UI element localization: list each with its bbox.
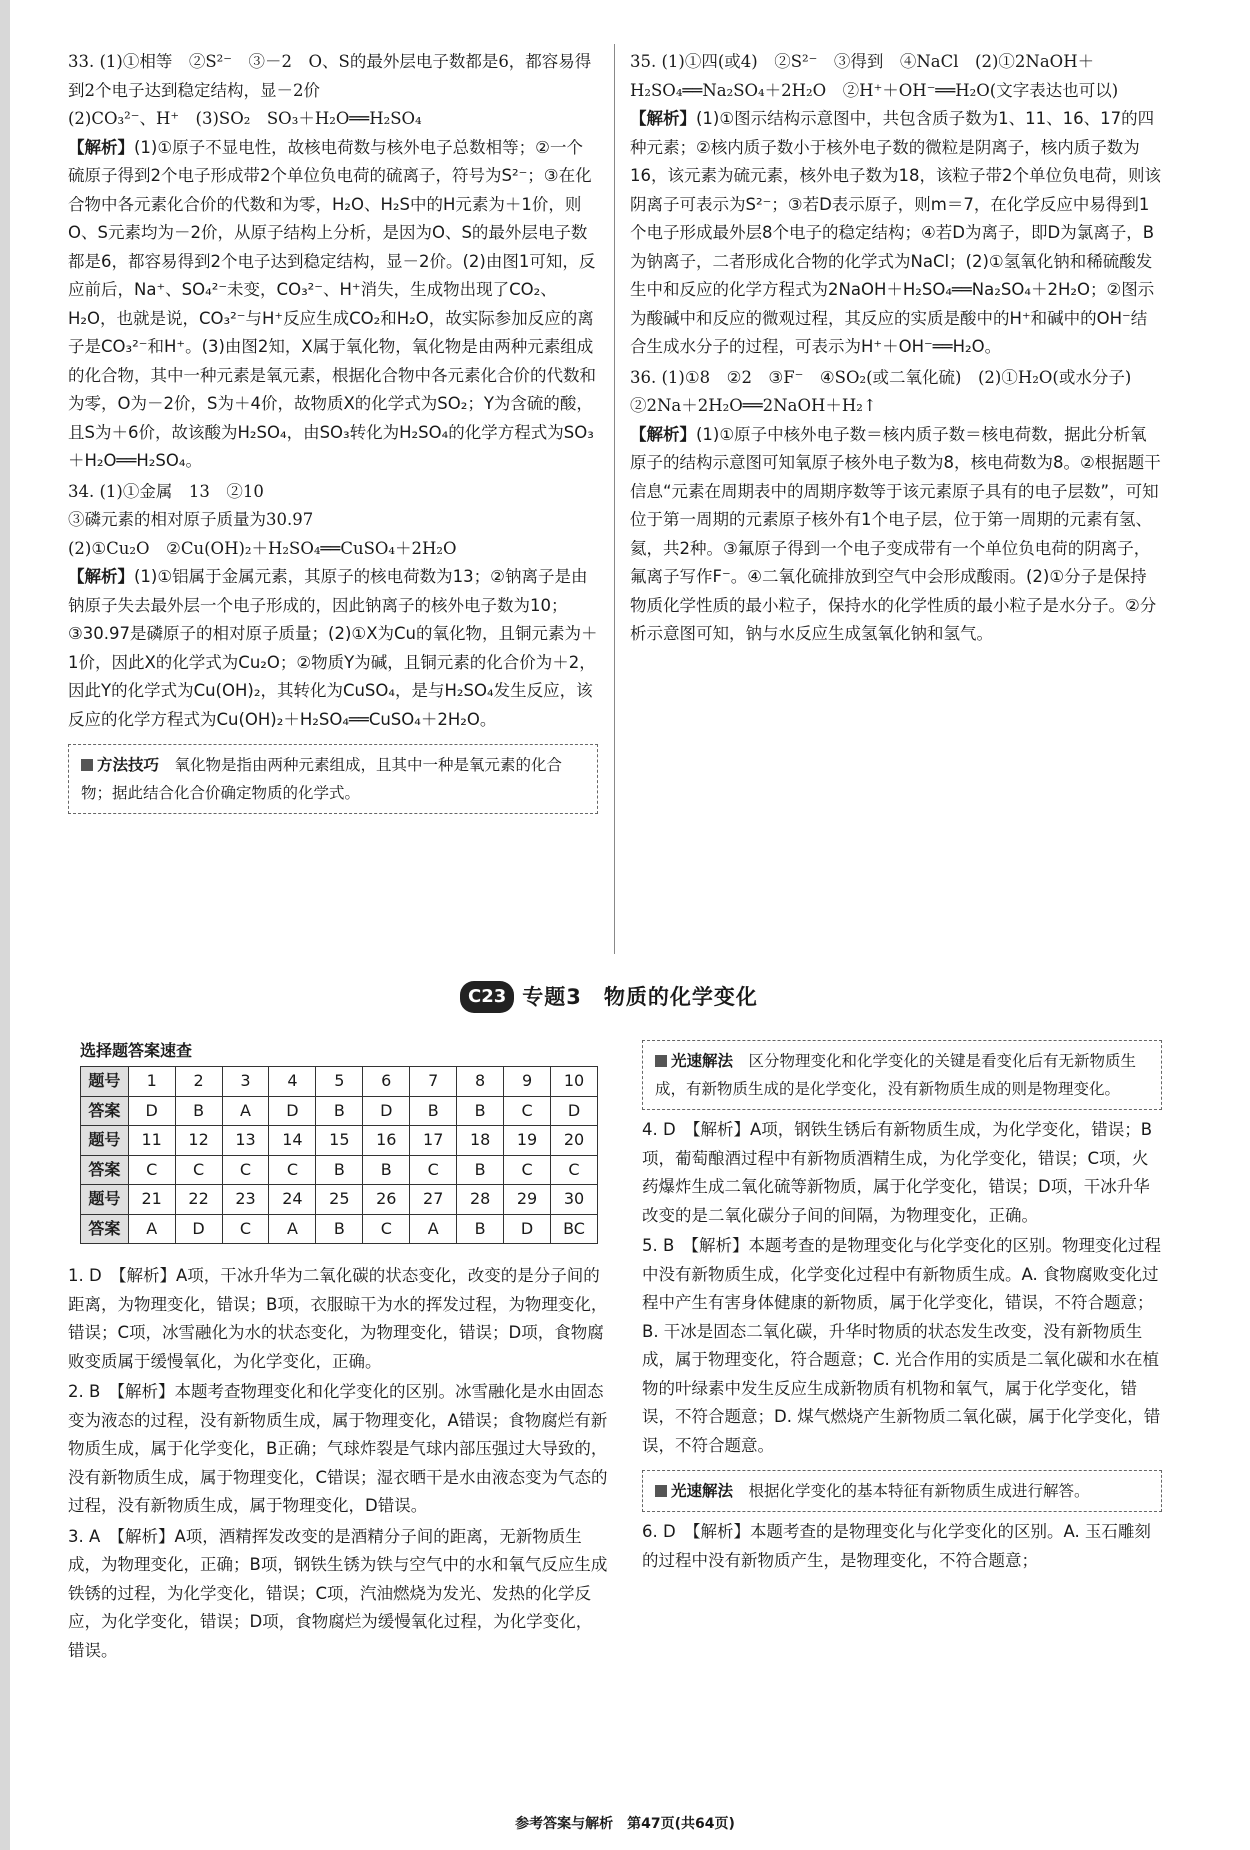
answer-table-cell: B bbox=[316, 1214, 363, 1244]
answer-table-cell: C bbox=[175, 1155, 222, 1185]
answer-table-cell: 22 bbox=[175, 1185, 222, 1215]
question-35 bbox=[630, 48, 1162, 362]
q34-explanation-label: 【解析】 bbox=[68, 567, 134, 586]
answer-table-cell: B bbox=[316, 1096, 363, 1126]
page-footer: 参考答案与解析 第47页(共64页) bbox=[515, 1816, 735, 1832]
answer-table-cell: 14 bbox=[269, 1126, 316, 1156]
question-36 bbox=[630, 364, 1162, 649]
answer-table-cell: BC bbox=[551, 1214, 598, 1244]
answer-table-cell: 17 bbox=[410, 1126, 457, 1156]
column-divider bbox=[614, 44, 615, 954]
q36-explanation: (1)①原子中核外电子数＝核内质子数＝核电荷数，据此分析氧原子的结构示意图可知氧原子核外电子数为8，核电荷数为8。②根据题干信息“元素在周期表中的周期序数等于该元素原子具有的电子层数”，可知位于第一周期的元素原子核外有1个电子层，位于第一周期的元素有氢、氦，共2种。③氟原子得到一个电子变成带有一个单位负电荷的阴离子，氟离子写作F⁻。④二氧化硫排放到空气中会形成酸雨。(2)①分子是保持物质化学性质的最小粒子，保持水的化学性质的最小粒子是水分子。②分析示意图可知，钠与水反应生成氢氧化钠和氢气。 bbox=[630, 424, 1161, 643]
answer-table-row-label: 答案 bbox=[81, 1214, 129, 1244]
answer-table-row bbox=[81, 1214, 598, 1244]
q34-answer-2: ③磷元素的相对原子质量为30.97 bbox=[68, 510, 314, 529]
answer-table-cell: 27 bbox=[410, 1185, 457, 1215]
question-4: 4. D 【解析】A项，钢铁生锈后有新物质生成，为化学变化，错误；B项，葡萄酿酒过程中有新物质酒精生成，为化学变化，错误；C项，火药爆炸生成二氧化硫等新物质，属于化学变化，错误；D项，干冰升华改变的是二氧化碳分子间的间隔，为物理变化，正确。 bbox=[642, 1120, 1153, 1225]
answer-table-row-label: 题号 bbox=[81, 1067, 129, 1097]
answer-table-cell: 9 bbox=[504, 1067, 551, 1097]
quick-tip-1-text: 区分物理变化和化学变化的关键是看变化后有无新物质生成，有新物质生成的是化学变化，没有新物质生成的则是物理变化。 bbox=[655, 1052, 1137, 1098]
quick-tip-2-label: 光速解法 bbox=[671, 1482, 734, 1500]
answer-table-cell: 24 bbox=[269, 1185, 316, 1215]
answer-table-cell: A bbox=[410, 1214, 457, 1244]
method-tip-box bbox=[68, 744, 598, 814]
answer-table-cell: B bbox=[363, 1155, 410, 1185]
answer-table-row bbox=[81, 1096, 598, 1126]
q36-answer: 36. (1)①8 ②2 ③F⁻ ④SO₂(或二氧化硫) (2)①H₂O(或水分子) ②2Na＋2H₂O══2NaOH＋H₂↑ bbox=[630, 367, 1148, 415]
answer-table-cell: 26 bbox=[363, 1185, 410, 1215]
answer-table-cell: D bbox=[363, 1096, 410, 1126]
answer-table-row bbox=[81, 1155, 598, 1185]
answer-table-row-label: 答案 bbox=[81, 1155, 129, 1185]
answer-table-caption: 选择题答案速查 bbox=[80, 1041, 193, 1060]
answer-table-cell: C bbox=[410, 1155, 457, 1185]
left-column bbox=[68, 48, 598, 820]
section-header bbox=[460, 980, 758, 1014]
q33-explanation-label: 【解析】 bbox=[68, 137, 134, 157]
answer-table-cell: 3 bbox=[222, 1067, 269, 1097]
answer-table-row-label: 题号 bbox=[81, 1126, 129, 1156]
question-1: 1. D 【解析】A项，干冰升华为二氧化碳的状态变化，改变的是分子间的距离，为物理变化，错误；B项，衣服晾干为水的挥发过程，为物理变化，错误；C项，冰雪融化为水的状态变化，为物理变化，错误；D项，食物腐败变质属于缓慢氧化，为化学变化，正确。 bbox=[68, 1266, 608, 1371]
answer-table-cell: 1 bbox=[128, 1067, 175, 1097]
answer-table-cell: B bbox=[175, 1096, 222, 1126]
answer-table-cell: D bbox=[175, 1214, 222, 1244]
answer-table-cell: 10 bbox=[551, 1067, 598, 1097]
answer-table-cell: C bbox=[269, 1155, 316, 1185]
question-34 bbox=[68, 478, 598, 815]
answer-table-row-label: 题号 bbox=[81, 1185, 129, 1215]
quick-tip-1-label: 光速解法 bbox=[671, 1052, 734, 1070]
answer-table-cell: 23 bbox=[222, 1185, 269, 1215]
answer-table-cell: 19 bbox=[504, 1126, 551, 1156]
answer-table-cell: D bbox=[269, 1096, 316, 1126]
answer-table-cell: 18 bbox=[457, 1126, 504, 1156]
q34-answer-1: 34. (1)①金属 13 ②10 bbox=[68, 481, 264, 501]
answer-table-cell: 20 bbox=[551, 1126, 598, 1156]
answer-table-cell: A bbox=[269, 1214, 316, 1244]
answer-table-row-label: 答案 bbox=[81, 1096, 129, 1126]
answer-table-cell: C bbox=[363, 1214, 410, 1244]
answer-table-cell: 2 bbox=[175, 1067, 222, 1097]
answer-table-cell: 5 bbox=[316, 1067, 363, 1097]
answer-table bbox=[80, 1066, 598, 1244]
answer-table-cell: D bbox=[551, 1096, 598, 1126]
section-badge: C23 bbox=[460, 981, 514, 1014]
answer-table-cell: 11 bbox=[128, 1126, 175, 1156]
answer-table-cell: C bbox=[128, 1155, 175, 1185]
answer-table-cell: C bbox=[551, 1155, 598, 1185]
method-tip-text: 氧化物是指由两种元素组成，且其中一种是氧元素的化合物；据此结合化合价确定物质的化学式。 bbox=[81, 756, 563, 802]
answer-table-cell: B bbox=[457, 1155, 504, 1185]
answer-table-cell: 7 bbox=[410, 1067, 457, 1097]
answer-table-cell: D bbox=[128, 1096, 175, 1126]
answer-table-cell: C bbox=[222, 1214, 269, 1244]
question-5: 5. B 【解析】本题考查的是物理变化与化学变化的区别。物理变化过程中没有新物质生成，化学变化过程中有新物质生成。A. 食物腐败变化过程中产生有害身体健康的新物质，属于化学变化，错误，不符合题意；B. 干冰是固态二氧化碳，升华时物质的状态发生改变，没有新物质生成，属于物理变化，符合题意；C. 光合作用的实质是二氧化碳和水在植物的叶绿素中发生反应生成新物质有机物和氧气，属于化学变化，错误，不符合题意；D. 煤气燃烧产生新物质二氧化碳，属于化学变化，错误，不符合题意。 bbox=[642, 1236, 1162, 1455]
section-title: 专题3 物质的化学变化 bbox=[522, 984, 758, 1009]
answer-table-cell: 13 bbox=[222, 1126, 269, 1156]
right-column bbox=[630, 48, 1162, 651]
question-33 bbox=[68, 48, 598, 476]
q34-answer-3: (2)①Cu₂O ②Cu(OH)₂＋H₂SO₄══CuSO₄＋2H₂O bbox=[68, 538, 457, 558]
answer-table-row bbox=[81, 1185, 598, 1215]
q33-answer-2: (2)CO₃²⁻、H⁺ (3)SO₂ SO₃＋H₂O══H₂SO₄ bbox=[68, 109, 422, 128]
answer-table-cell: C bbox=[504, 1096, 551, 1126]
question-3: 3. A 【解析】A项，酒精挥发改变的是酒精分子间的距离，无新物质生成，为物理变化，正确；B项，钢铁生锈为铁与空气中的水和氧气反应生成铁锈的过程，为化学变化，错误；C项，汽油燃烧为发光、发热的化学反应，为化学变化，错误；D项，食物腐烂为缓慢氧化过程，为化学变化，错误。 bbox=[68, 1526, 608, 1660]
q35-explanation-label: 【解析】 bbox=[630, 109, 696, 128]
square-bullet-icon bbox=[81, 759, 93, 771]
answer-table-cell: A bbox=[222, 1096, 269, 1126]
method-tip-label: 方法技巧 bbox=[97, 756, 160, 774]
square-bullet-icon bbox=[655, 1055, 667, 1067]
quick-tip-box-1 bbox=[642, 1040, 1162, 1110]
bottom-right-column bbox=[642, 1040, 1162, 1577]
answer-table-row bbox=[81, 1067, 598, 1097]
quick-tip-2-text: 根据化学变化的基本特征有新物质生成进行解答。 bbox=[748, 1482, 1090, 1500]
page-edge-shadow bbox=[0, 0, 10, 1850]
answer-table-cell: 8 bbox=[457, 1067, 504, 1097]
answer-table-cell: 12 bbox=[175, 1126, 222, 1156]
q36-explanation-label: 【解析】 bbox=[630, 424, 696, 444]
answer-table-cell: A bbox=[128, 1214, 175, 1244]
answer-table-cell: B bbox=[316, 1155, 363, 1185]
square-bullet-icon bbox=[655, 1485, 667, 1497]
answer-table-cell: 15 bbox=[316, 1126, 363, 1156]
answer-table-cell: D bbox=[504, 1214, 551, 1244]
answer-table-cell: C bbox=[222, 1155, 269, 1185]
question-2: 2. B 【解析】本题考查物理变化和化学变化的区别。冰雪融化是水由固态变为液态的过程，没有新物质生成，属于物理变化，A错误；食物腐烂有新物质生成，属于化学变化，B正确；气球炸裂是气球内部压强过大导致的，没有新物质生成，属于物理变化，C错误；湿衣晒干是水由液态变为气态的过程，没有新物质生成，属于物理变化，D错误。 bbox=[68, 1382, 608, 1515]
answer-table-cell: 28 bbox=[457, 1185, 504, 1215]
answer-table-cell: 6 bbox=[363, 1067, 410, 1097]
answer-table-cell: 21 bbox=[128, 1185, 175, 1215]
q33-answer-1: 33. (1)①相等 ②S²⁻ ③－2 O、S的最外层电子数都是6，都容易得到2个电子达到稳定结构，显－2价 bbox=[68, 52, 592, 100]
answer-table-cell: C bbox=[504, 1155, 551, 1185]
answer-table-cell: 29 bbox=[504, 1185, 551, 1215]
q35-explanation: (1)①图示结构示意图中，共包含质子数为1、11、16、17的四种元素；②核内质子数小于核外电子数的微粒是阴离子，核内质子数为16，该元素为硫元素，核外电子数为18，该粒子带2个单位负电荷，则该阴离子可表示为S²⁻；③若D表示原子，则m＝7，在化学反应中易得到1个电子形成最外层8个电子的稳定结构；④若D为离子，即D为氯离子，B为钠离子，二者形成化合物的化学式为NaCl；(2)①氢氧化钠和稀硫酸发生中和反应的化学方程式为2NaOH＋H₂SO₄══Na₂SO₄＋2H₂O；②图示为酸碱中和反应的微观过程，其反应的实质是酸中的H⁺和碱中的OH⁻结合生成水分子的过程，可表示为H⁺＋OH⁻══H₂O。 bbox=[630, 109, 1161, 356]
answer-table-cell: B bbox=[410, 1096, 457, 1126]
answer-table-row bbox=[81, 1126, 598, 1156]
answer-table-cell: 30 bbox=[551, 1185, 598, 1215]
bottom-left-column bbox=[68, 1262, 608, 1667]
answer-table-cell: 25 bbox=[316, 1185, 363, 1215]
answer-table-cell: 4 bbox=[269, 1067, 316, 1097]
question-6: 6. D 【解析】本题考查的是物理变化与化学变化的区别。A. 玉石雕刻的过程中没有新物质产生，是物理变化，不符合题意； bbox=[642, 1522, 1151, 1570]
answer-table-cell: 16 bbox=[363, 1126, 410, 1156]
quick-tip-box-2 bbox=[642, 1470, 1162, 1512]
q34-explanation: (1)①铝属于金属元素，其原子的核电荷数为13；②钠离子是由钠原子失去最外层一个电子形成的，因此钠离子的核外电子数为10；③30.97是磷原子的相对原子质量；(2)①X为Cu的氧化物，且铜元素为＋1价，因此X的化学式为Cu₂O；②物质Y为碱，且铜元素的化合价为＋2，因此Y的化学式为Cu(OH)₂，其转化为CuSO₄，是与H₂SO₄发生反应，该反应的化学方程式为Cu(OH)₂＋H₂SO₄══CuSO₄＋2H₂O。 bbox=[68, 567, 598, 729]
answer-table-cell: B bbox=[457, 1096, 504, 1126]
answer-table-cell: B bbox=[457, 1214, 504, 1244]
q33-explanation: (1)①原子不显电性，故核电荷数与核外电子总数相等；②一个硫原子得到2个电子形成带2个单位负电荷的硫离子，符号为S²⁻；③在化合物中各元素化合价的代数和为零，H₂O、H₂S中的H元素为＋1价，则O、S元素均为－2价，从原子结构上分析，是因为O、S的最外层电子数都是6，都容易得到2个电子达到稳定结构，显－2价。(2)由图1可知，反应前后，Na⁺、SO₄²⁻未变，CO₃²⁻、H⁺消失，生成物出现了CO₂、H₂O，也就是说，CO₃²⁻与H⁺反应生成CO₂和H₂O，故实际参加反应的离子是CO₃²⁻和H⁺。(3)由图2知，X属于氧化物，氧化物是由两种元素组成的化合物，其中一种元素是氧元素，根据化合物中各元素化合价的代数和为零，O为－2价，S为＋4价，故物质X的化学式为SO₂；Y为含硫的酸，且S为＋6价，故该酸为H₂SO₄，由SO₃转化为H₂SO₄的化学方程式为SO₃＋H₂O══H₂SO₄。 bbox=[68, 137, 596, 470]
q35-answer: 35. (1)①四(或4) ②S²⁻ ③得到 ④NaCl (2)①2NaOH＋H₂SO₄══Na₂SO₄＋2H₂O ②H⁺＋OH⁻══H₂O(文字表达也可以) bbox=[630, 52, 1119, 100]
